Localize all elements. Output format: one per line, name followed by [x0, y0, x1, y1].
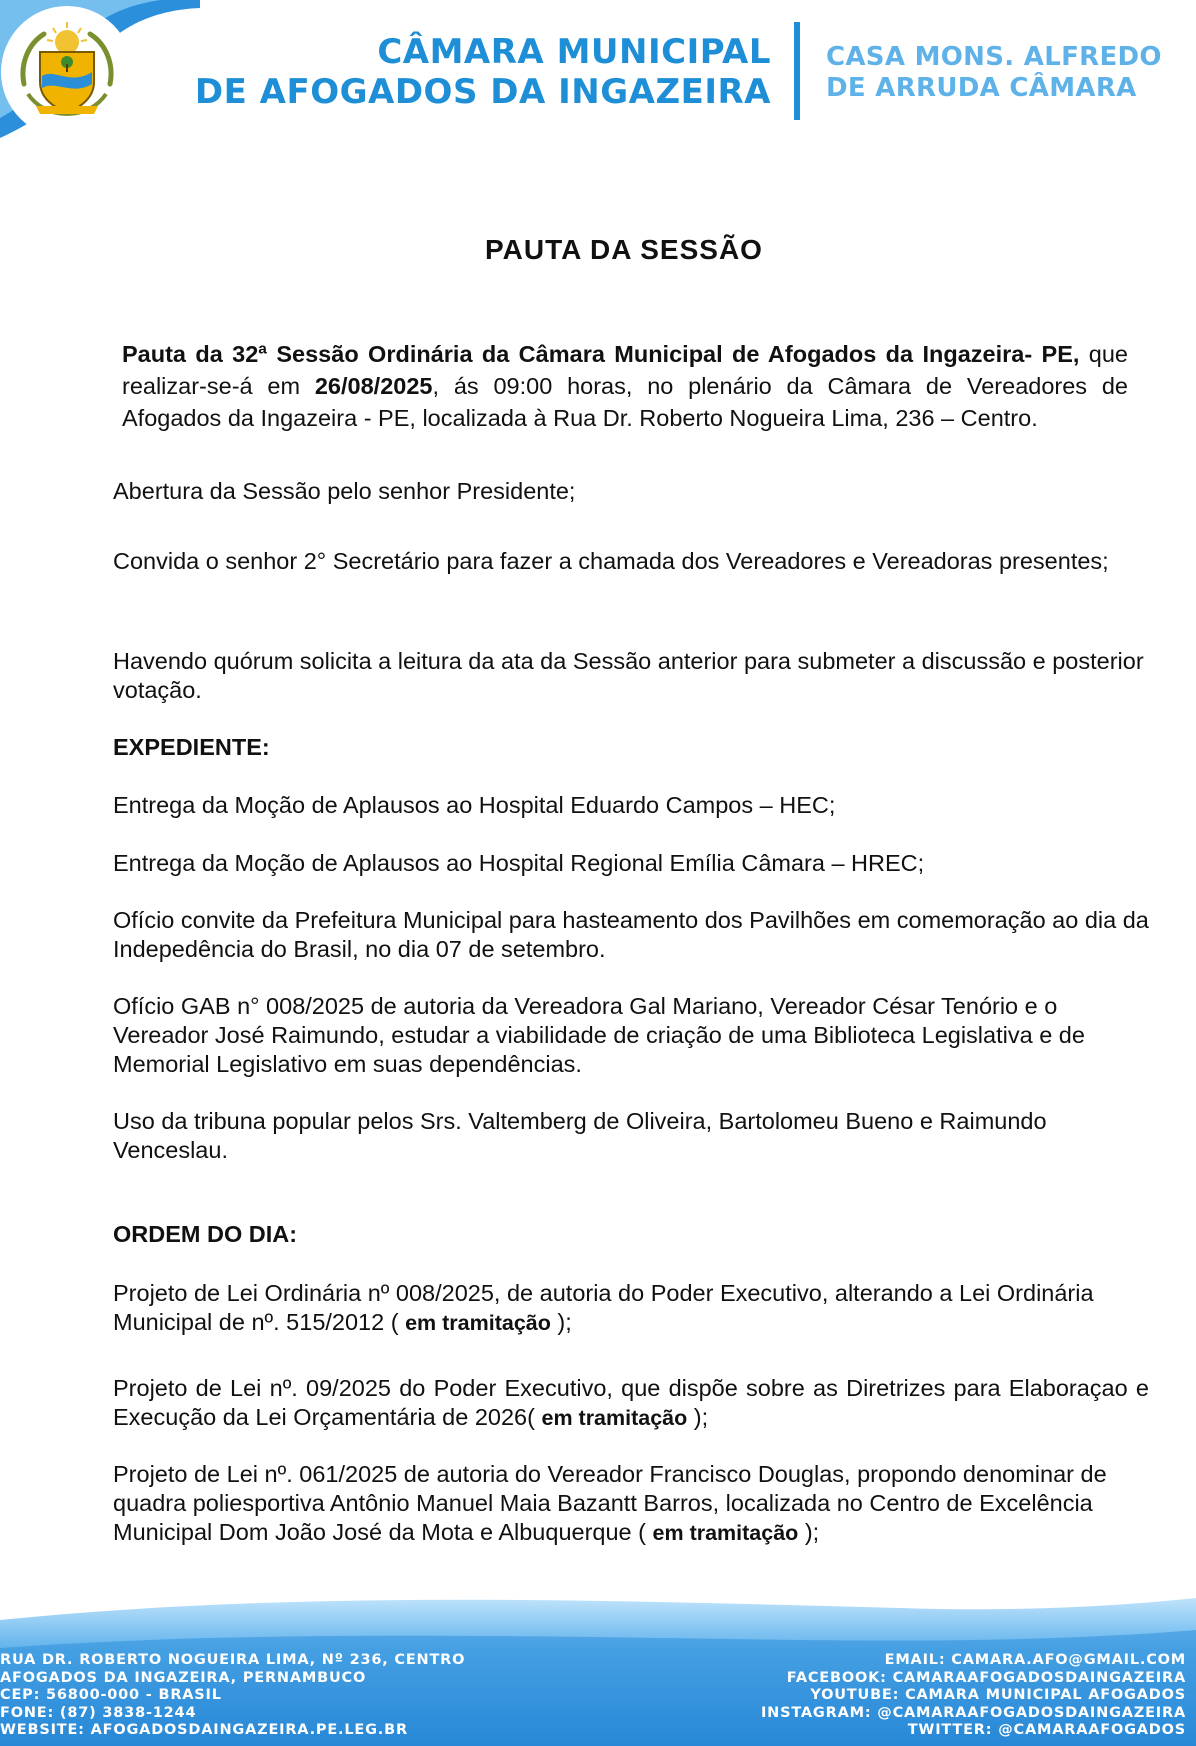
session-intro-text: que realizar-se-á em — [122, 341, 1128, 399]
house-name-line1: CASA MONS. ALFREDO — [826, 42, 1162, 72]
footer-instagram: INSTAGRAM: @CAMARAAFOGADOSDAINGAZEIRA — [760, 1704, 1186, 1721]
expediente-item: Ofício GAB n° 008/2025 de autoria da Vereadora Gal Mariano, Vereador César Tenório e o Vereador José Raimundo, estudar a viabilidade de criação de uma Biblioteca Legislativa e de Memorial Legislativo em suas dependências. — [113, 993, 1085, 1077]
session-date: 26/08/2025 — [314, 373, 433, 399]
opening-paragraph: Abertura da Sessão pelo senhor Presidente; — [113, 478, 576, 504]
ordem-item-end: ); — [687, 1404, 709, 1430]
footer-email: EMAIL: CAMARA.AFO@GMAIL.COM — [884, 1652, 1186, 1668]
organization-name — [166, 32, 771, 112]
footer-address-block — [0, 1652, 465, 1740]
ordem-item — [113, 1279, 1149, 1338]
ordem-item-end: ); — [550, 1309, 572, 1335]
ordem-item-text: Projeto de Lei nº. 061/2025 de autoria do Vereador Francisco Douglas, propondo denominar de quadra poliesportiva Antônio Manuel Maia Bazantt Barros, localizada no Centro de Excelência Municipal Dom João José da Mota e Albuquerque ( — [113, 1461, 1107, 1545]
expediente-item: Ofício convite da Prefeitura Municipal para hasteamento dos Pavilhões em comemoração ao dia da Indepedência do Brasil, no dia 07 de setembro. — [113, 907, 1149, 962]
roll-call-paragraph: Convida o senhor 2° Secretário para fazer a chamada dos Vereadores e Vereadoras presentes; — [113, 548, 1109, 574]
document-title: PAUTA DA SESSÃO — [485, 234, 763, 265]
house-name — [826, 42, 1162, 104]
status-label: em tramitação — [541, 1406, 688, 1430]
ordem-item-text: Projeto de Lei nº. 09/2025 do Poder Executivo, que dispõe sobre as Diretrizes para Elaboraçao e Execução da Lei Orçamentária de 2026( — [113, 1375, 1149, 1430]
expediente-heading: EXPEDIENTE: — [113, 734, 270, 760]
footer-contact-block — [761, 1652, 1186, 1740]
ordem-item-end: ); — [798, 1519, 820, 1545]
organization-name-line2: DE AFOGADOS DA INGAZEIRA — [194, 72, 771, 112]
ordem-item — [113, 1374, 1149, 1433]
footer-city: AFOGADOS DA INGAZEIRA, PERNAMBUCO — [0, 1669, 367, 1686]
footer-youtube: YOUTUBE: CAMARA MUNICIPAL AFOGADOS — [810, 1687, 1186, 1703]
footer-phone: FONE: (87) 3838-1244 — [0, 1704, 197, 1721]
ordem-do-dia-heading: ORDEM DO DIA: — [113, 1221, 298, 1247]
header-divider — [794, 22, 800, 120]
status-label: em tramitação — [405, 1311, 551, 1335]
letterhead — [0, 0, 1196, 150]
footer-cep: CEP: 56800-000 - BRASIL — [0, 1687, 222, 1703]
status-label: em tramitação — [652, 1521, 799, 1545]
expediente-item: Entrega da Moção de Aplausos ao Hospital Eduardo Campos – HEC; — [113, 792, 836, 818]
ordem-item — [113, 1460, 1149, 1548]
footer-facebook: FACEBOOK: CAMARAAFOGADOSDAINGAZEIRA — [786, 1669, 1186, 1686]
footer-twitter: TWITTER: @CAMARAAFOGADOS — [907, 1722, 1186, 1738]
footer-address: RUA DR. ROBERTO NOGUEIRA LIMA, Nº 236, CENTRO — [0, 1652, 466, 1668]
session-location-text: , ás 09:00 horas, no plenário da Câmara de Vereadores de Afogados da Ingazeira - PE, localizada à Rua Dr. Roberto Nogueira Lima, 236 – Centro. — [122, 373, 1128, 431]
organization-name-line1: CÂMARA MUNICIPAL — [377, 32, 771, 72]
quorum-paragraph: Havendo quórum solicita a leitura da ata da Sessão anterior para submeter a discussão e posterior votação. — [113, 648, 1144, 703]
footer-website: WEBSITE: AFOGADOSDAINGAZEIRA.PE.LEG.BR — [0, 1722, 408, 1738]
letterhead-footer — [0, 1590, 1196, 1746]
municipal-coat-of-arms-icon — [10, 14, 124, 128]
expediente-item: Entrega da Moção de Aplausos ao Hospital Regional Emília Câmara – HREC; — [113, 850, 925, 876]
house-name-line2: DE ARRUDA CÂMARA — [826, 73, 1137, 103]
session-intro-heading: Pauta da 32ª Sessão Ordinária da Câmara Municipal de Afogados da Ingazeira- PE, — [122, 341, 1080, 367]
ordem-item-text: Projeto de Lei Ordinária nº 008/2025, de autoria do Poder Executivo, alterando a Lei Ordinária Municipal de nº. 515/2012 ( — [113, 1280, 1094, 1335]
expediente-item: Uso da tribuna popular pelos Srs. Valtemberg de Oliveira, Bartolomeu Bueno e Raimundo Venceslau. — [113, 1108, 1047, 1163]
session-intro-paragraph — [122, 338, 1128, 434]
